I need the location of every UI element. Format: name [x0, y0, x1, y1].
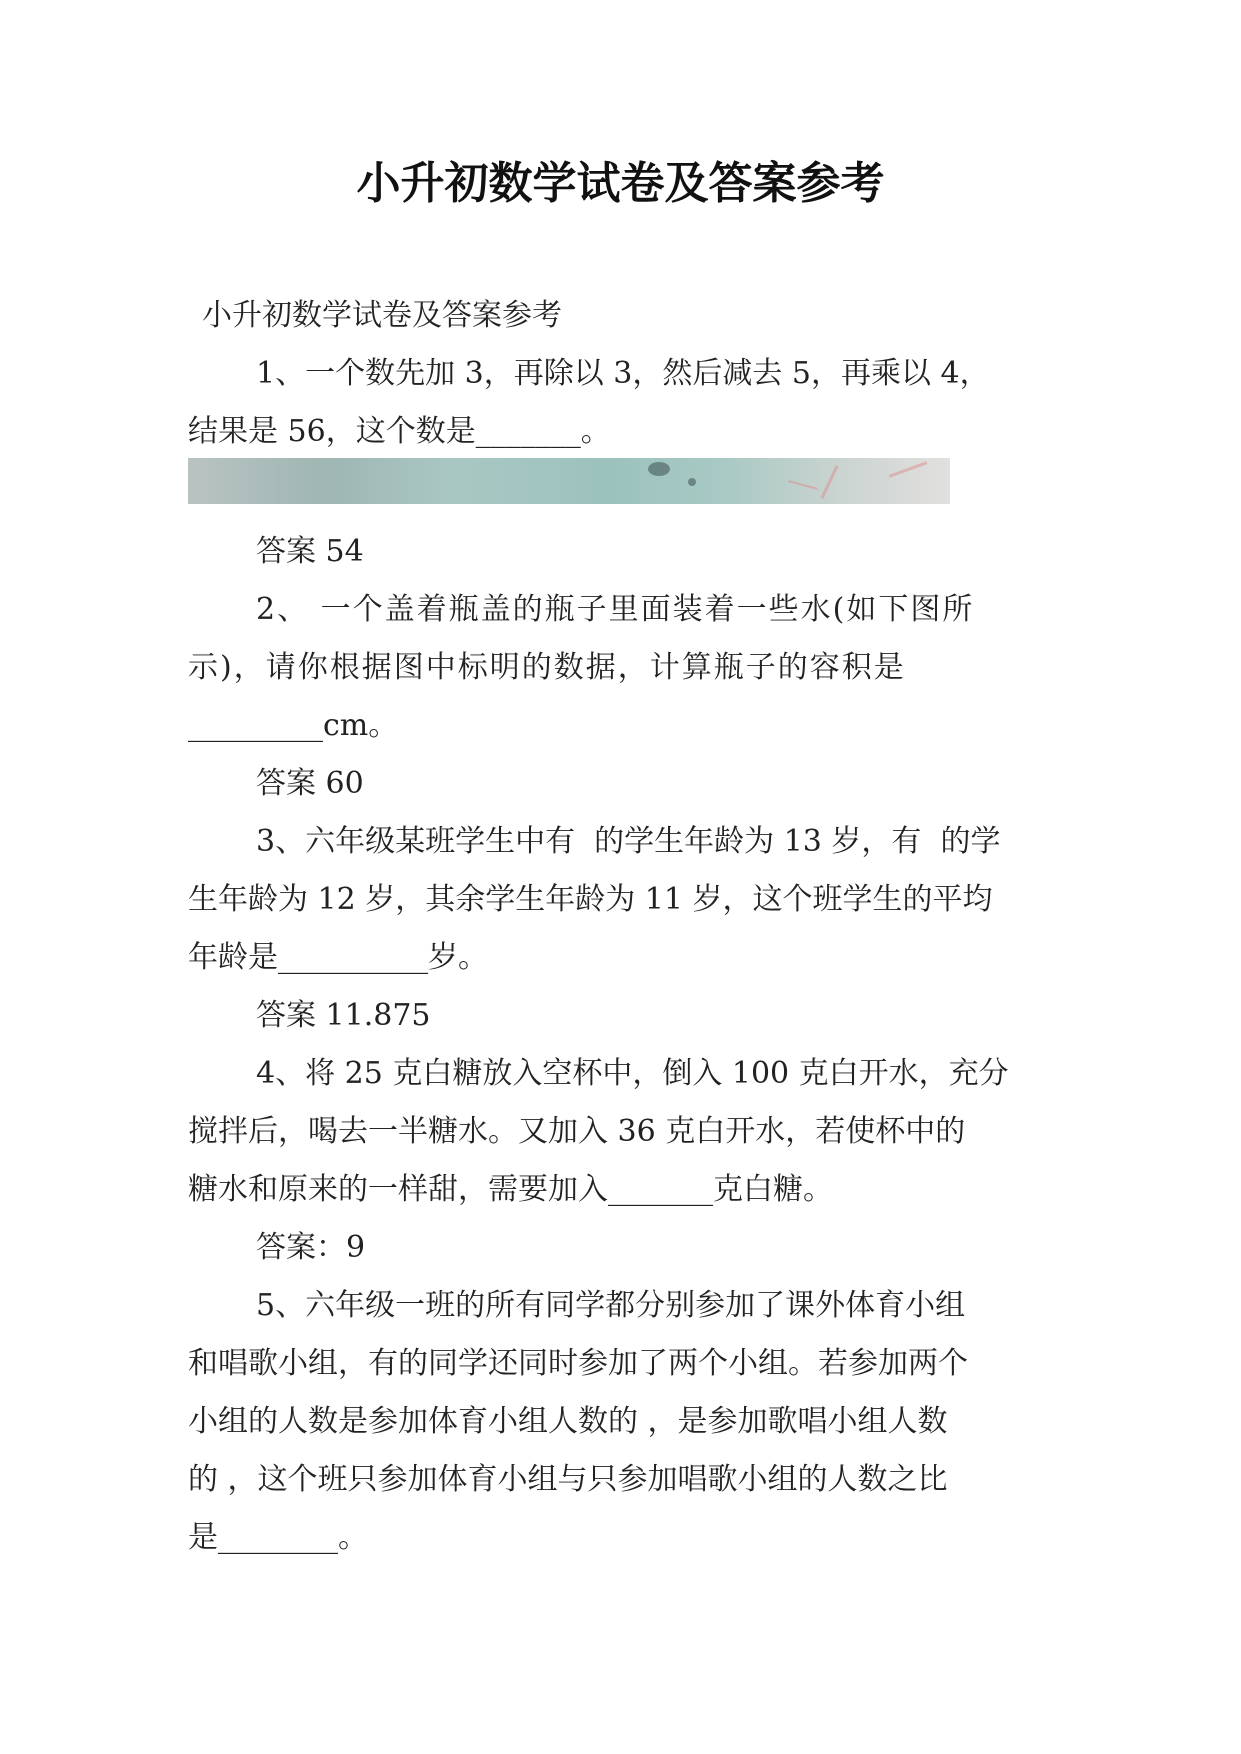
page-title: 小升初数学试卷及答案参考 [356, 158, 885, 209]
question-2-line-2: 示)，请你根据图中标明的数据，计算瓶子的容积是 [188, 650, 906, 685]
answer-3: 答案 11.875 [256, 998, 431, 1033]
question-5-line-4: 的 ，这个班只参加体育小组与只参加唱歌小组的人数之比 [188, 1462, 948, 1497]
question-5-line-1: 5、六年级一班的所有同学都分别参加了课外体育小组 [256, 1288, 966, 1323]
question-5-line-3: 小组的人数是参加体育小组人数的 ，是参加歌唱小组人数 [188, 1404, 948, 1439]
question-2-line-1: 2、 一个盖着瓶盖的瓶子里面装着一些水(如下图所 [256, 592, 975, 627]
question-4-line-3: 糖水和原来的一样甜，需要加入_______克白糖。 [188, 1172, 833, 1207]
question-4-line-2: 搅拌后，喝去一半糖水。又加入 36 克白开水，若使杯中的 [188, 1114, 966, 1149]
question-3-line-3: 年龄是__________岁。 [188, 940, 488, 975]
question-photo-strip [188, 458, 950, 504]
answer-4: 答案：9 [256, 1230, 366, 1265]
answer-2: 答案 60 [256, 766, 364, 801]
question-5-line-5: 是________。 [188, 1520, 368, 1555]
question-1-line-1: 1、一个数先加 3，再除以 3，然后减去 5，再乘以 4， [256, 356, 990, 391]
question-5-line-2: 和唱歌小组，有的同学还同时参加了两个小组。若参加两个 [188, 1346, 968, 1381]
question-3-line-1: 3、六年级某班学生中有 的学生年龄为 13 岁，有 的学 [256, 824, 1001, 859]
question-3-line-2: 生年龄为 12 岁，其余学生年龄为 11 岁，这个班学生的平均 [188, 882, 993, 917]
question-1-line-2: 结果是 56，这个数是_______。 [188, 414, 611, 449]
subtitle-line: 小升初数学试卷及答案参考 [202, 298, 562, 333]
question-2-line-3: _________cm。 [188, 708, 399, 743]
question-4-line-1: 4、将 25 克白糖放入空杯中，倒入 100 克白开水，充分 [256, 1056, 1009, 1091]
answer-1: 答案 54 [256, 534, 364, 569]
